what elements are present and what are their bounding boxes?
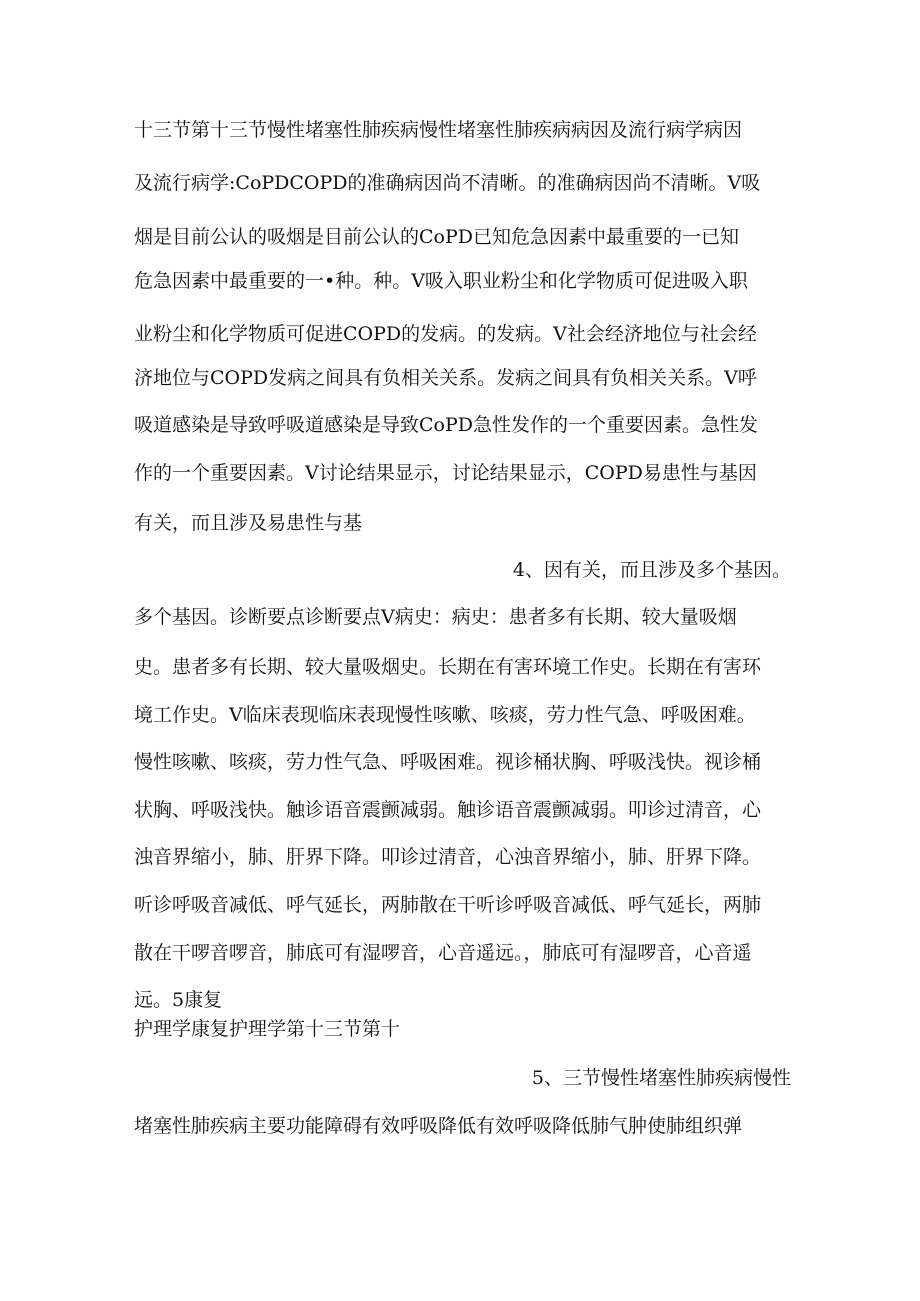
- text-line-4: 危急因素中最重要的一•种。种。V吸入职业粉尘和化学物质可促进吸入职: [134, 270, 748, 292]
- text-line-21: 5、三节慢性堵塞性肺疾病慢性: [531, 1067, 791, 1089]
- text-line-18: 散在干啰音啰音，肺底可有湿啰音，心音遥远。，肺底可有湿啰音，心音遥: [134, 942, 752, 964]
- text-line-16: 浊音界缩小，肺、肝界下降。叩诊过清音，心浊音界缩小，肺、肝界下降。: [134, 846, 762, 868]
- text-line-6: 济地位与COPD发病之间具有负相关关系。发病之间具有负相关关系。V呼: [134, 367, 757, 389]
- text-line-12: 史。患者多有长期、较大量吸烟史。长期在有害环境工作史。长期在有害环: [134, 656, 762, 678]
- text-line-22: 堵塞性肺疾病主要功能障碍有效呼吸降低有效呼吸降低肺气肿使肺组织弹: [134, 1115, 743, 1137]
- text-line-9: 有关，而且涉及易患性与基: [134, 512, 363, 534]
- text-line-3: 烟是目前公认的吸烟是目前公认的CoPD已知危急因素中最重要的一已知: [134, 226, 739, 248]
- text-line-20: 护理学康复护理学第十三节第十: [134, 1018, 401, 1040]
- text-line-1: 十三节第十三节慢性堵塞性肺疾病慢性堵塞性肺疾病病因及流行病学病因: [134, 119, 743, 141]
- text-line-15: 状胸、呼吸浅快。触诊语音震颤减弱。触诊语音震颤减弱。叩诊过清音，心: [134, 799, 762, 821]
- text-line-8: 作的一个重要因素。V讨论结果显示，讨论结果显示，COPD易患性与基因: [134, 462, 757, 484]
- text-line-7: 吸道感染是导致呼吸道感染是导致CoPD急性发作的一个重要因素。急性发: [134, 414, 758, 436]
- text-line-13: 境工作史。V临床表现临床表现慢性咳嗽、咳痰，劳力性气急、呼吸困难。: [134, 704, 756, 726]
- text-line-5: 业粉尘和化学物质可促进COPD的发病。的发病。V社会经济地位与社会经: [134, 323, 757, 345]
- text-line-19: 远。5康复: [134, 989, 223, 1011]
- text-line-2: 及流行病学:CoPDCOPD的准确病因尚不清晰。的准确病因尚不清晰。V吸: [134, 172, 761, 194]
- text-line-10: 4、因有关，而且涉及多个基因。: [512, 559, 791, 581]
- text-line-17: 听诊呼吸音减低、呼气延长，两肺散在干听诊呼吸音减低、呼气延长，两肺: [134, 894, 762, 916]
- text-line-14: 慢性咳嗽、咳痰，劳力性气急、呼吸困难。视诊桶状胸、呼吸浅快。视诊桶: [134, 751, 762, 773]
- text-line-11: 多个基因。诊断要点诊断要点V病史：病史：患者多有长期、较大量吸烟: [134, 606, 737, 628]
